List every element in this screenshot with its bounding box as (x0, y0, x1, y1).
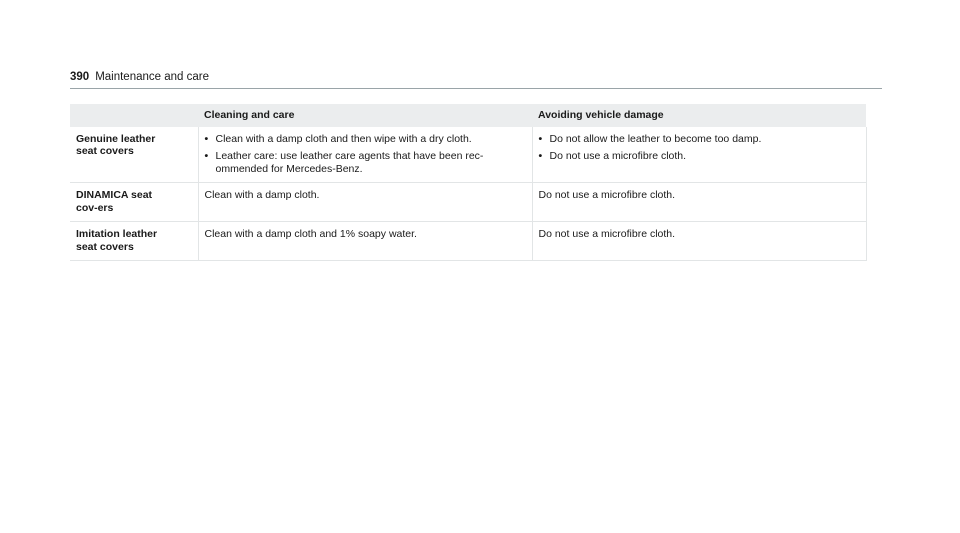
avoiding-list (539, 133, 860, 163)
row-label: DINAMICA seat cov-ers (76, 189, 153, 214)
row-label-cell (70, 222, 198, 261)
row-label: Genuine leather seat covers (76, 132, 156, 157)
avoiding-cell: Do not use a microfibre cloth. (532, 222, 866, 261)
table-row (70, 183, 866, 222)
list-item (539, 133, 860, 146)
row-label: Imitation leather seat covers (76, 228, 158, 253)
table-header-row (70, 104, 866, 127)
column-header-cleaning: Cleaning and care (198, 104, 532, 127)
avoiding-cell: Do not use a microfibre cloth. (532, 183, 866, 222)
cleaning-table (70, 104, 867, 261)
list-item-text: Leather care: use leather care agents that have been rec-ommended for Mercedes-Benz. (215, 150, 484, 175)
page-number: 390 (70, 71, 90, 83)
list-item (205, 133, 526, 146)
column-header-label (70, 104, 198, 127)
list-item (539, 150, 860, 163)
bullet-icon: • (204, 132, 209, 145)
list-item-text: Clean with a damp cloth and then wipe with a dry cloth. (215, 132, 472, 145)
table-row (70, 127, 866, 183)
page-header (70, 70, 882, 89)
column-header-avoiding: Avoiding vehicle damage (532, 104, 866, 127)
list-item-text: Do not use a microfibre cloth. (549, 150, 687, 162)
table-row (70, 222, 866, 261)
chapter-title: Maintenance and care (95, 71, 209, 83)
cleaning-cell: Clean with a damp cloth. (198, 183, 532, 222)
cleaning-cell (198, 127, 532, 183)
list-item-text: Do not allow the leather to become too damp. (549, 132, 762, 145)
bullet-icon: • (538, 132, 543, 145)
avoiding-cell (532, 127, 866, 183)
cleaning-list (205, 133, 526, 176)
row-label-cell (70, 127, 198, 183)
cleaning-cell: Clean with a damp cloth and 1% soapy water. (198, 222, 532, 261)
bullet-icon: • (204, 150, 209, 162)
list-item (205, 150, 526, 175)
row-label-cell (70, 183, 198, 222)
bullet-icon: • (538, 150, 543, 162)
